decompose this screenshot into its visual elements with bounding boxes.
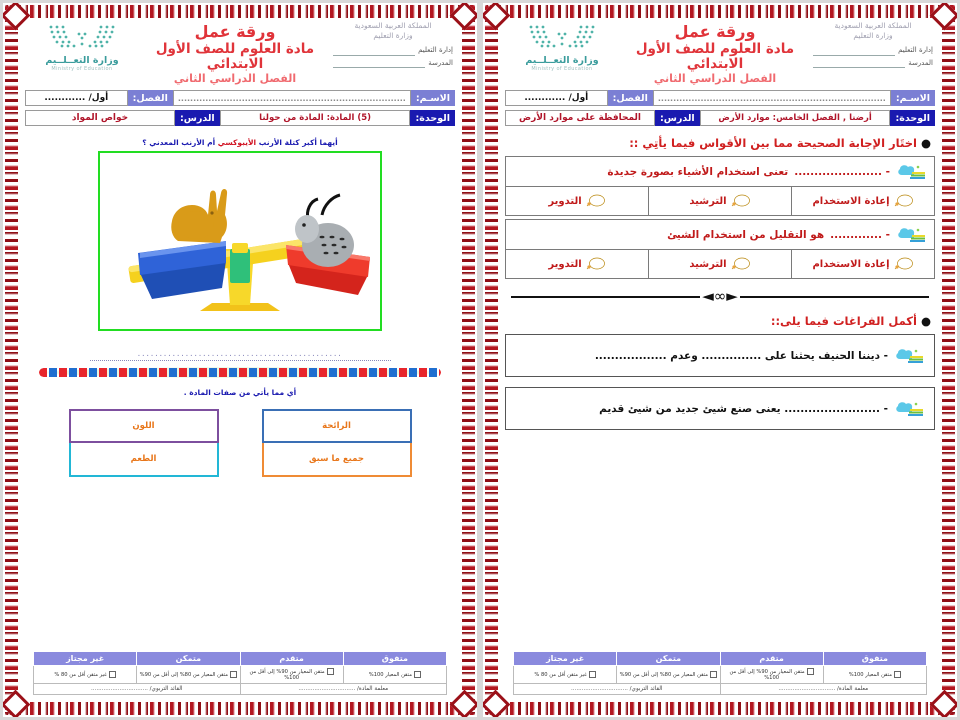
subject-line: مادة العلوم للصف الأول الابتدائي [635,40,795,73]
balloon-icon [894,257,914,271]
grade-header-motaqaddem: متقدم [240,652,343,666]
question-stem [506,220,934,249]
table-header-row [514,652,927,666]
criteria-cell[interactable] [823,666,926,684]
worksheet-page-left [483,3,957,717]
name-label: الاسـم: [891,90,935,106]
unit-lesson-row [25,110,455,126]
table-signature-row [514,684,927,695]
school-input-line[interactable] [813,60,905,68]
question-options [506,186,934,215]
cloud-books-icon [894,347,924,364]
assessment-table [513,651,927,695]
question-2-text: أي مما يأتي من صفات المادة . [183,388,297,398]
grade-header-ghair-mojtaz: غير مجتاز [34,652,137,666]
admin-input-line[interactable] [813,48,895,56]
class-label: الفصل: [608,90,653,106]
criteria-text: متقن المعيار من 80% إلى أقل من 90% [139,672,229,678]
question-stem [506,157,934,186]
table-signature-row [34,684,447,695]
student-info-row [25,90,455,106]
option-button[interactable] [648,187,791,215]
option-label: التدوير [548,195,582,207]
criteria-cell[interactable] [720,666,823,684]
criteria-text: متقن المعيار من 90% إلى أقل من 100% [729,669,805,681]
balloon-icon [731,257,751,271]
header-identity-block [333,19,453,71]
assessment-footer [513,651,927,695]
swirl-ornament-icon: ►∞◄ [702,287,738,306]
section-divider [511,289,929,304]
answer-option-color[interactable]: اللون [69,409,219,443]
assessment-table [33,651,447,695]
unit-value[interactable]: أرضنا , الفصل الخامس: موارد الأرض [700,110,891,126]
fill-card [505,334,935,377]
bullet-icon: ● [920,136,931,151]
assessment-footer [33,651,447,695]
question-stem-text: هو التقليل من استخدام الشيئ [667,228,825,241]
question-options [506,249,934,278]
question-1-part-b: أم الأرنب المعدني ؟ [142,138,216,148]
name-label: الاسـم: [411,90,455,106]
unit-lesson-row [505,110,935,126]
answer-line[interactable]: ............................................... [90,349,391,361]
criteria-cell[interactable] [34,666,137,684]
page-title: ورقة عمل [674,22,756,41]
moe-logo-block [507,19,617,72]
criteria-cell[interactable] [137,666,240,684]
balance-scale-photo [98,151,382,331]
fill-text: - ........................ يعنى صنع شيئ جديد من شيئ قديم [599,402,888,415]
option-label: التدوير [548,258,582,270]
school-input-line[interactable] [333,60,425,68]
question-1-part-a: أيهما أكبر كتلة الأرنب [258,138,338,148]
lesson-label: الدرس: [655,110,700,126]
answer-column-left [262,409,412,477]
class-input[interactable]: أول/ ............ [25,90,128,106]
option-label: إعادة الاستخدام [812,258,890,270]
question-card [505,219,935,279]
moe-name-arabic: وزارة التعــلــيم [525,55,599,66]
unit-label: الوحدة: [890,110,935,126]
admin-field[interactable] [813,46,933,55]
unit-label: الوحدة: [410,110,455,126]
teacher-signature[interactable]: معلمة المادة/ ................................ [720,684,927,695]
table-criteria-row [514,666,927,684]
supervisor-signature[interactable]: القائد التربوي/ ................................ [514,684,721,695]
grade-header-motamakken: متمكن [137,652,240,666]
question-1-text [25,138,455,147]
answer-options-grid [25,409,455,477]
lesson-label: الدرس: [175,110,220,126]
criteria-cell[interactable] [240,666,343,684]
option-button[interactable] [791,250,934,278]
admin-label: إدارة التعليم [418,46,453,55]
ministry-of-education-logo-icon [45,24,119,50]
admin-input-line[interactable] [333,48,415,56]
criteria-text: متقن المعيار من 80% إلى أقل من 90% [619,672,709,678]
kingdom-emblem-line2: وزارة التعليم [853,31,893,41]
ornament-border-right [942,5,955,715]
grade-header-motafawweq: متفوق [823,652,926,666]
balloon-icon [894,194,914,208]
page-title: ورقة عمل [194,22,276,41]
teacher-signature[interactable]: معلمة المادة/ ................................ [240,684,447,695]
fill-line[interactable] [516,400,924,417]
option-button[interactable] [506,187,648,215]
school-field[interactable] [813,59,933,68]
subject-line: مادة العلوم للصف الأول الابتدائي [155,40,315,73]
kingdom-emblem-line1: المملكة العربية السعودية [354,21,432,30]
balance-scale-illustration-icon [100,153,380,329]
criteria-text: غير متقن أقل من 80 % [54,672,107,678]
table-criteria-row [34,666,447,684]
term-line: الفصل الدراسي الثاني [173,71,297,85]
option-label: الترشيد [689,258,727,270]
criteria-cell[interactable] [343,666,446,684]
answer-option-raiha[interactable]: الرائحة [262,409,412,443]
page-header [497,13,943,87]
mcq-prompt-text: اختَار الإجابة الصحيحة مما بين الأقواس فيما يأتِي :: [629,136,917,151]
page-header [17,13,463,87]
name-input[interactable]: ........................................................................... [173,90,411,106]
lesson-value[interactable]: خواص المواد [25,110,175,126]
answer-option-all-above[interactable]: جميع ما سبق [262,443,412,477]
ministry-of-education-logo-icon [525,24,599,50]
lesson-value[interactable]: المحافظة على موارد الأرض [505,110,655,126]
fill-section-prompt [509,314,931,328]
grade-header-motaqaddem: متقدم [720,652,823,666]
option-button[interactable] [506,250,648,278]
grade-header-motafawweq: متفوق [343,652,446,666]
moe-name-arabic: وزارة التعــلــيم [45,55,119,66]
kingdom-emblem-line1: المملكة العربية السعودية [834,21,912,30]
question-card [505,156,935,216]
option-label: إعادة الاستخدام [812,195,890,207]
criteria-cell[interactable] [617,666,720,684]
dotted-color-divider [39,367,441,378]
header-identity-block [813,19,933,71]
term-line: الفصل الدراسي الثاني [653,71,777,85]
option-button[interactable] [648,250,791,278]
table-header-row [34,652,447,666]
answer-column-right [69,409,219,477]
class-label: الفصل: [128,90,173,106]
admin-label: إدارة التعليم [898,46,933,55]
school-label: المدرسة [908,58,933,67]
worksheet-page-right [3,3,477,717]
bullet-icon: ● [920,314,931,329]
header-title-block [617,19,813,85]
supervisor-signature[interactable]: القائد التربوي/ ................................ [34,684,241,695]
grade-header-motamakken: متمكن [617,652,720,666]
moe-name-english: Ministry of Education [531,66,593,72]
school-field[interactable] [333,59,453,68]
ornament-border-right [462,5,475,715]
cloud-books-icon [896,226,926,243]
answer-option-taste[interactable]: الطعم [69,443,219,477]
moe-name-english: Ministry of Education [51,66,113,72]
option-button[interactable] [791,187,934,215]
criteria-text: غير متقن أقل من 80 % [534,672,587,678]
fill-prompt-text: أكمل الفراغات فيما يلى:: [770,314,917,329]
balloon-icon [586,257,606,271]
question-1-highlight: الأيبوكسي [217,138,257,148]
criteria-text: متقن المعيار 100% [368,672,412,678]
cloud-books-icon [896,163,926,180]
moe-logo-block [27,19,137,72]
question-stem-blank: - ...................... [794,165,890,178]
admin-field[interactable] [333,46,453,55]
header-title-block [137,19,333,85]
unit-value[interactable]: (5) المادة: المادة من حولنا [220,110,411,126]
mcq-section-prompt [509,136,931,150]
option-label: الترشيد [689,195,727,207]
name-input[interactable]: ........................................................................... [653,90,891,106]
fill-card [505,387,935,430]
school-label: المدرسة [428,58,453,67]
cloud-books-icon [894,400,924,417]
fill-text: - ديننا الحنيف يحثنا على ............... وعدم .................. [594,349,888,362]
criteria-text: متقن المعيار 100% [848,672,892,678]
criteria-text: متقن المعيار من 90% إلى أقل من 100% [249,669,325,681]
question-stem-blank: - ............. [830,228,890,241]
kingdom-emblem-line2: وزارة التعليم [373,31,413,41]
fill-line[interactable] [516,347,924,364]
question-stem-text: تعنى استخدام الأشياء بصورة جديدة [607,165,789,178]
student-info-row [505,90,935,106]
grade-header-ghair-mojtaz: غير مجتاز [514,652,617,666]
criteria-cell[interactable] [514,666,617,684]
class-input[interactable]: أول/ ............ [505,90,608,106]
balloon-icon [586,194,606,208]
balloon-icon [731,194,751,208]
